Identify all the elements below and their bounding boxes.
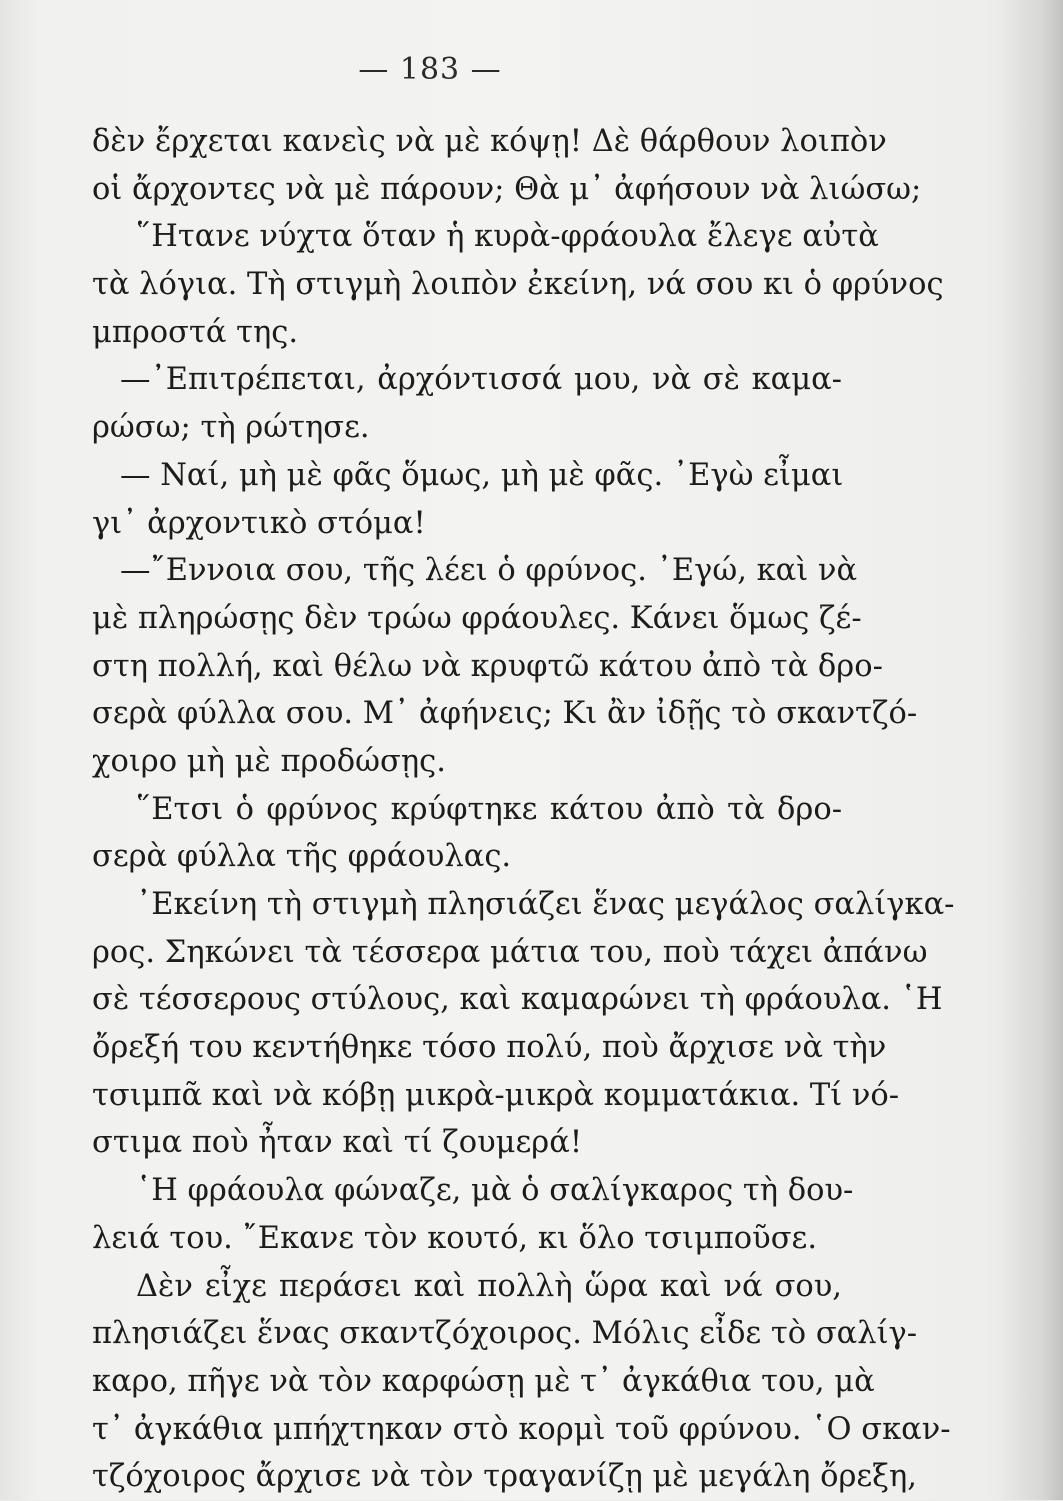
text-line: καρο, πῆγε νὰ τὸν καρφώσῃ μὲ τ᾿ ἀγκάθια του, μὰ	[92, 1363, 875, 1399]
text-line: χοιρο μὴ μὲ προδώσῃς.	[92, 743, 446, 779]
text-line: μὲ πληρώσῃς δὲν τρώω φράουλες. Κάνει ὅμως ζέ-	[92, 600, 862, 636]
text-line: ρος. Σηκώνει τὰ τέσσερα μάτια του, ποὺ τάχει ἀπάνω	[92, 934, 928, 970]
text-line: στιμα ποὺ ἦταν καὶ τί ζουμερά!	[92, 1125, 583, 1161]
text-line: Δὲν εἶχε περάσει καὶ πολλὴ ὥρα καὶ νά σου,	[136, 1268, 842, 1304]
text-line: πλησιάζει ἕνας σκαντζόχοιρος. Μόλις εἶδε τὸ σαλίγ-	[92, 1316, 918, 1352]
text-line: ῞Ετσι ὁ φρύνος κρύφτηκε κάτου ἀπὸ τὰ δρο-	[136, 791, 842, 827]
text-line: τ᾿ ἀγκάθια μπήχτηκαν στὸ κορμὶ τοῦ φρύνου. ῾Ο σκαν-	[92, 1411, 951, 1447]
body-text	[92, 118, 955, 1501]
text-line: οἱ ἄρχοντες νὰ μὲ πάρουν; Θὰ μ᾿ ἀφήσουν νὰ λιώσω;	[92, 171, 922, 207]
text-line: ρώσω; τὴ ρώτησε.	[92, 410, 370, 446]
text-line: — Ναί, μὴ μὲ φᾶς ὅμως, μὴ μὲ φᾶς. ᾿Εγὼ εἶμαι	[120, 457, 844, 493]
text-line: ᾿Εκείνη τὴ στιγμὴ πλησιάζει ἕνας μεγάλος σαλίγκα-	[136, 887, 955, 922]
text-line: στη πολλή, καὶ θέλω νὰ κρυφτῶ κάτου ἀπὸ τὰ δρο-	[92, 648, 883, 684]
page-number: — 183 —	[358, 52, 502, 87]
page-edge-shadow	[983, 0, 1063, 1500]
text-line: τὰ λόγια. Τὴ στιγμὴ λοιπὸν ἐκείνη, νά σου κι ὁ φρύνος	[92, 267, 944, 303]
text-line: δὲν ἔρχεται κανεὶς νὰ μὲ κόψῃ! Δὲ θάρθουν λοιπὸν	[92, 124, 887, 159]
text-line: μπροστά της.	[92, 314, 299, 350]
text-line: ῾Η φράουλα φώναζε, μὰ ὁ σαλίγκαρος τὴ δου-	[136, 1173, 854, 1209]
text-line: τσιμπᾶ καὶ νὰ κόβῃ μικρὰ-μικρὰ κομματάκια. Τί νό-	[92, 1077, 900, 1113]
text-line: λειά του. ῎Εκανε τὸν κουτό, κι ὅλο τσιμποῦσε.	[92, 1220, 818, 1256]
text-line: ῞Ητανε νύχτα ὅταν ἡ κυρὰ-φράουλα ἔλεγε αὐτὰ	[136, 219, 879, 255]
text-line: ὄρεξή του κεντήθηκε τόσο πολύ, ποὺ ἄρχισε νὰ τὴν	[92, 1030, 887, 1066]
text-line: γι᾿ ἀρχοντικὸ στόμα!	[92, 505, 426, 541]
text-line: σερὰ φύλλα τῆς φράουλας.	[92, 839, 512, 875]
text-line: —᾿Επιτρέπεται, ἀρχόντισσά μου, νὰ σὲ καμα-	[120, 362, 842, 398]
text-line: τζόχοιρος ἄρχισε νὰ τὸν τραγανίζῃ μὲ μεγάλη ὄρεξη,	[92, 1459, 917, 1495]
text-line: —῎Εννοια σου, τῆς λέει ὁ φρύνος. ᾿Εγώ, καὶ νὰ	[120, 553, 858, 589]
text-line: σερὰ φύλλα σου. Μ᾿ ἀφήνεις; Κι ἂν ἰδῇς τὸ σκαντζό-	[92, 696, 918, 732]
text-line: σὲ τέσσερους στύλους, καὶ καμαρώνει τὴ φράουλα. ῾Η	[92, 982, 943, 1018]
